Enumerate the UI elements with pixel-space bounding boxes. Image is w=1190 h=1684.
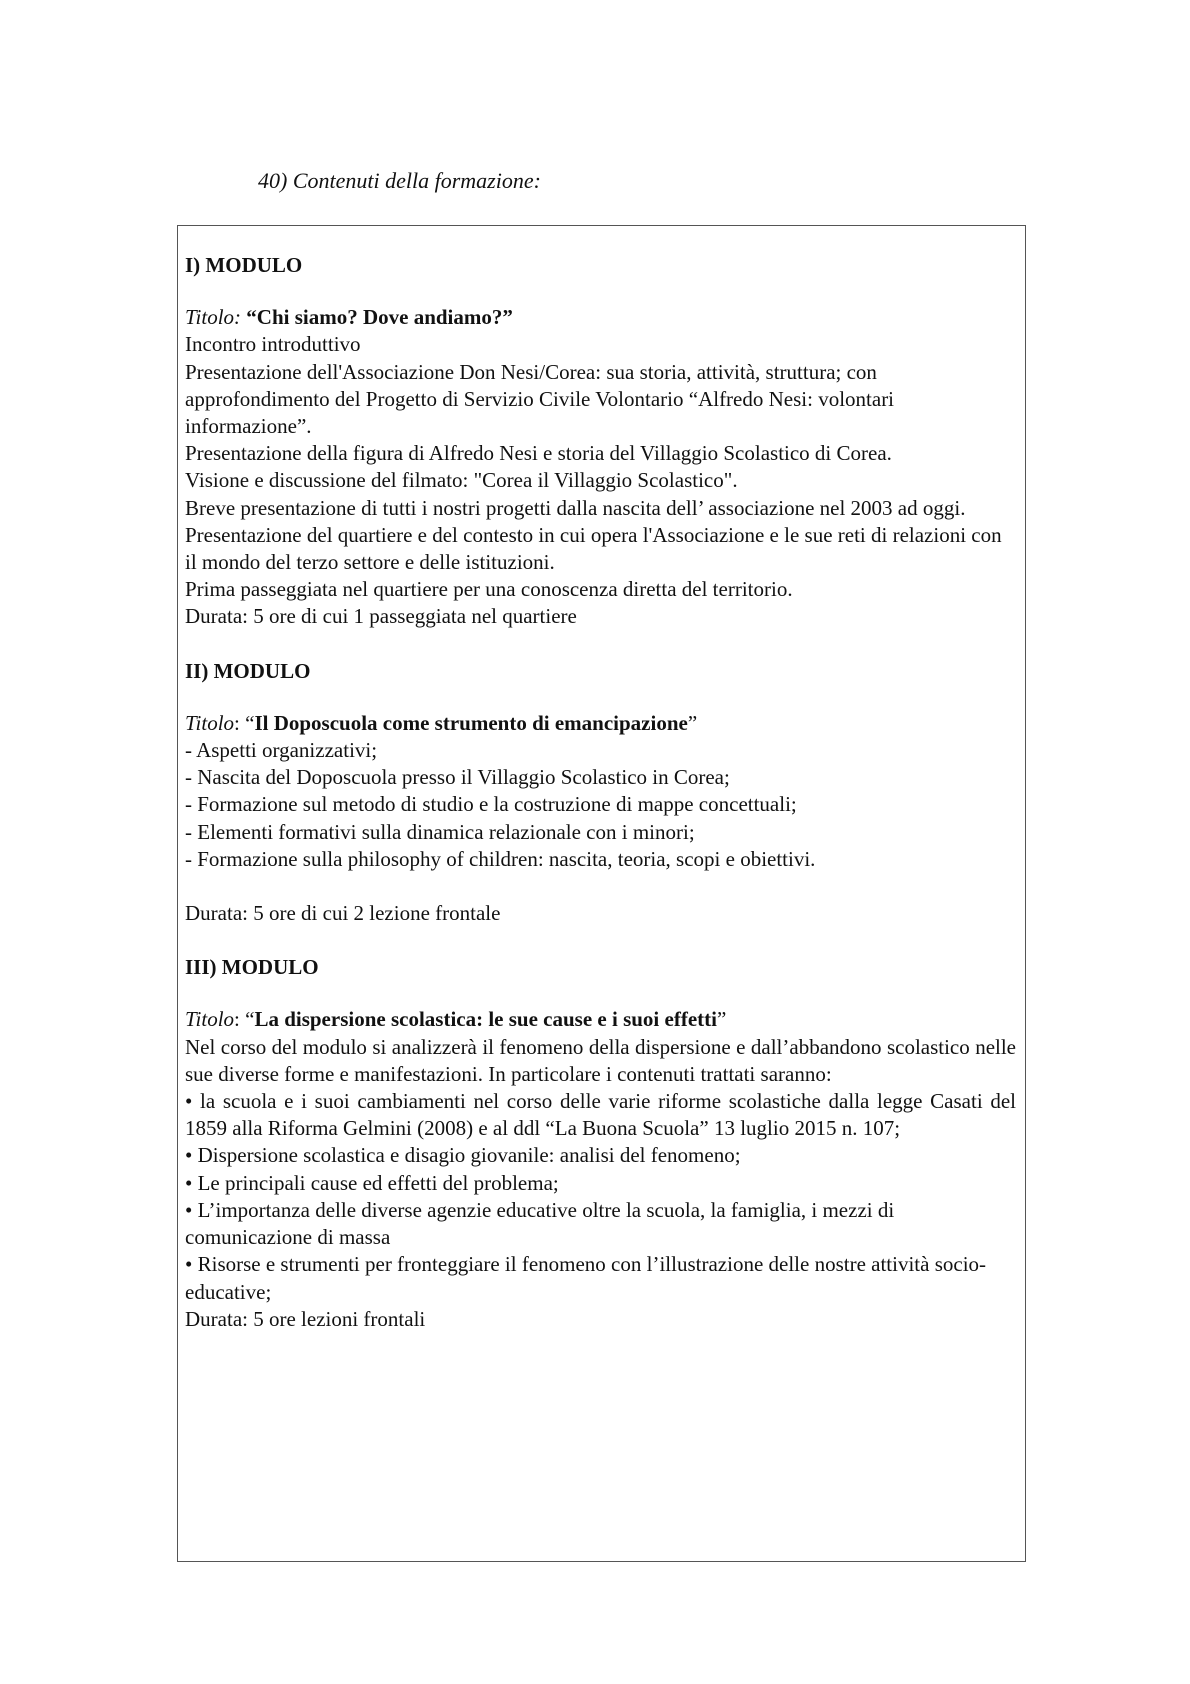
module-3: [185, 954, 1016, 1333]
module-3-bullet: • Risorse e strumenti per fronteggiare il fenomeno con l’illustrazione delle nostre attività socio-educative;: [185, 1252, 987, 1304]
module-1-title-prefix: Titolo:: [185, 305, 242, 330]
module-2: [185, 658, 1016, 928]
module-3-bullet: • Le principali cause ed effetti del problema;: [185, 1170, 559, 1195]
module-1-duration: Durata: 5 ore di cui 1 passeggiata nel quartiere: [185, 604, 577, 629]
module-1-heading: I) MODULO: [185, 253, 303, 277]
module-3-bullet: • Dispersione scolastica e disagio giovanile: analisi del fenomeno;: [185, 1143, 741, 1168]
module-3-bullet: • la scuola e i suoi cambiamenti nel corso delle varie riforme scolastiche dalla legge Casati del 1859 alla Riforma Gelmini (2008) e al ddl “La Buona Scuola” 13 luglio 2015 n. 107;: [185, 1089, 1016, 1141]
module-1: [185, 252, 1016, 631]
module-3-bullet: • L’importanza delle diverse agenzie educative oltre la scuola, la famiglia, i mezzi di comunicazione di massa: [185, 1197, 895, 1250]
section-heading: 40) Contenuti della formazione:: [258, 168, 541, 193]
module-1-line: Presentazione dell'Associazione Don Nesi/Corea: sua storia, attività, struttura; con approfondimento del Progetto di Servizio Civile Volontario “Alfredo Nesi: volontari informazione”.: [185, 359, 895, 439]
module-2-line: - Nascita del Doposcuola presso il Villaggio Scolastico in Corea;: [185, 765, 730, 790]
module-1-title-text: “Chi siamo? Dove andiamo?”: [246, 305, 513, 330]
module-3-heading: III) MODULO: [185, 955, 319, 980]
training-content-box: [177, 225, 1026, 1562]
module-1-line: Visione e discussione del filmato: "Corea il Villaggio Scolastico".: [185, 468, 738, 493]
module-3-title: [185, 1006, 1016, 1033]
module-2-duration: Durata: 5 ore di cui 2 lezione frontale: [185, 901, 501, 926]
module-3-title-text: La dispersione scolastica: le sue cause e i suoi effetti: [254, 1007, 717, 1032]
module-2-line: - Aspetti organizzativi;: [185, 738, 378, 763]
module-3-duration: Durata: 5 ore lezioni frontali: [185, 1306, 426, 1331]
module-1-line: Breve presentazione di tutti i nostri progetti dalla nascita dell’ associazione nel 2003 ad oggi.: [185, 495, 966, 520]
module-3-title-prefix: Titolo: [185, 1007, 235, 1032]
module-1-line: Incontro introduttivo: [185, 332, 361, 357]
module-2-title-open: : “: [234, 710, 255, 735]
module-1-title: [185, 304, 1016, 331]
module-3-intro: Nel corso del modulo si analizzerà il fenomeno della dispersione e dall’abbandono scolastico nelle sue diverse forme e manifestazioni. In particolare i contenuti trattati saranno:: [185, 1034, 1016, 1086]
module-1-line: Presentazione del quartiere e del contesto in cui opera l'Associazione e le sue reti di relazioni con il mondo del terzo settore e delle istituzioni.: [185, 522, 1002, 575]
module-1-line: Prima passeggiata nel quartiere per una conoscenza diretta del territorio.: [185, 577, 793, 602]
module-1-line: Presentazione della figura di Alfredo Nesi e storia del Villaggio Scolastico di Corea.: [185, 441, 892, 466]
module-2-title: [185, 710, 1016, 737]
module-2-line: - Formazione sul metodo di studio e la costruzione di mappe concettuali;: [185, 792, 797, 817]
module-2-title-close: ”: [687, 710, 698, 735]
module-2-title-prefix: Titolo: [185, 710, 235, 735]
module-2-title-text: Il Doposcuola come strumento di emancipazione: [254, 710, 688, 735]
module-3-title-open: : “: [234, 1007, 255, 1032]
module-3-title-close: ”: [716, 1007, 727, 1032]
module-2-line: - Elementi formativi sulla dinamica relazionale con i minori;: [185, 819, 695, 844]
module-2-line: - Formazione sulla philosophy of children: nascita, teoria, scopi e obiettivi.: [185, 846, 816, 871]
module-2-heading: II) MODULO: [185, 658, 311, 683]
